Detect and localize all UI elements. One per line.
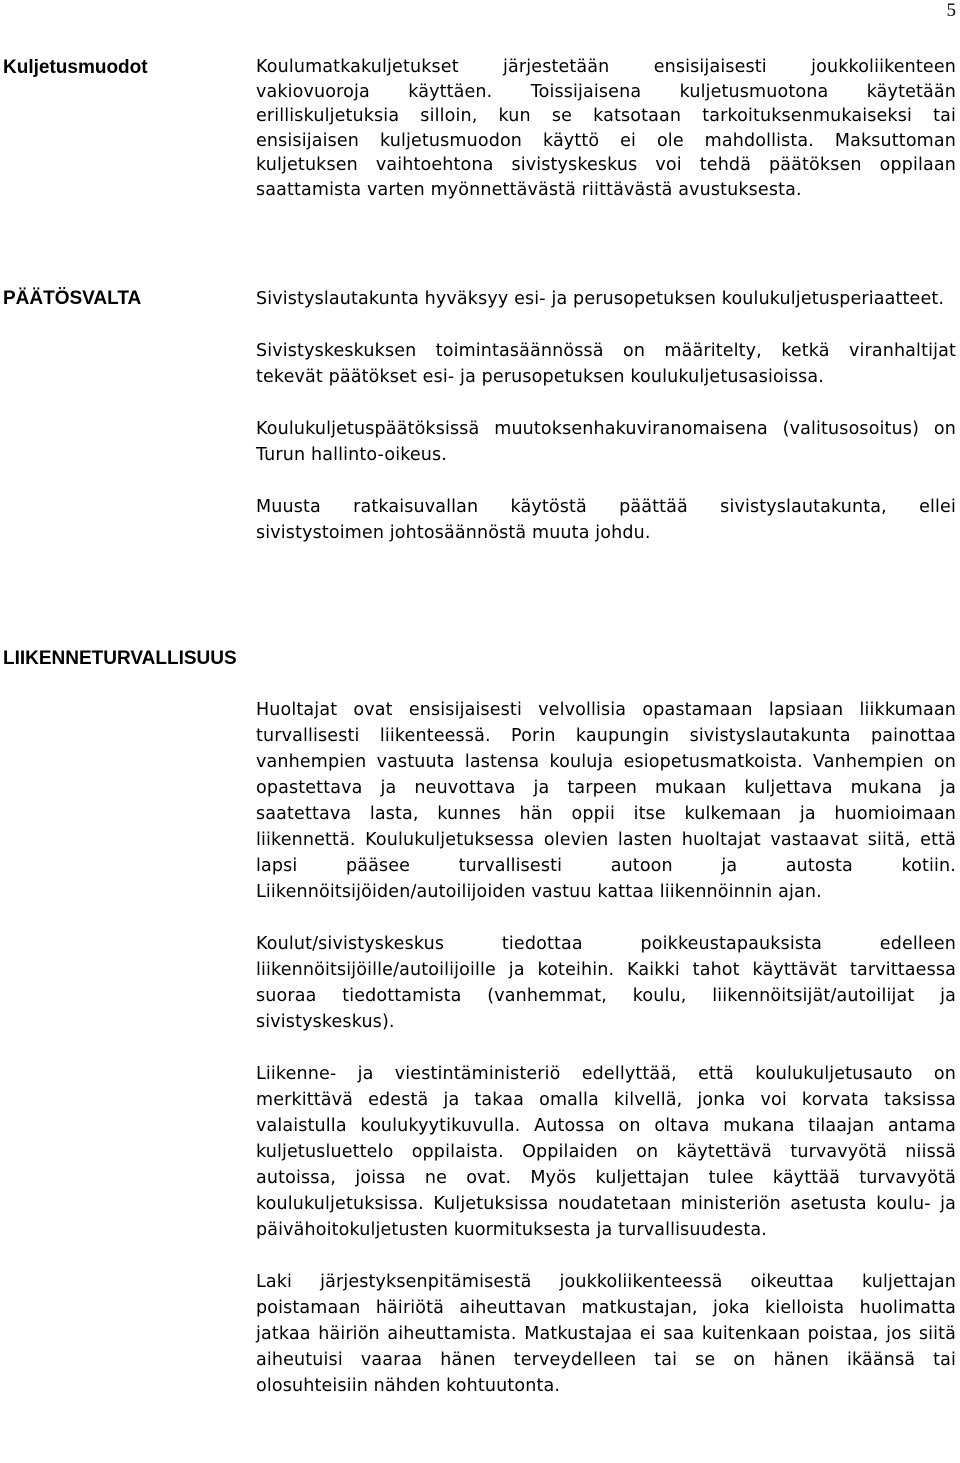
section-heading-liikenneturvallisuus: LIIKENNETURVALLISUUS — [3, 648, 237, 669]
section-body-paatosvalta — [256, 286, 956, 546]
section-heading-kuljetusmuodot: Kuljetusmuodot — [3, 57, 148, 78]
paragraph: Sivistyskeskuksen toimintasäännössä on määritelty, ketkä viranhaltijat tekevät päätökset esi- ja perusopetuksen koulukuljetusasioissa. — [256, 341, 956, 387]
paragraph: Koulukuljetuspäätöksissä muutoksenhakuviranomaisena (valitusosoitus) on Turun hallinto-oikeus. — [256, 419, 956, 465]
paragraph: Koulumatkakuljetukset järjestetään ensisijaisesti joukkoliikenteen vakiovuoroja käyttäen. Toissijaisena kuljetusmuotona käytetään erilliskuljetuksia silloin, kun se katsotaan tarkoituksenmukaiseksi tai ensisijaisen kuljetusmuodon käyttö ei ole mahdollista. Maksuttoman kuljetuksen vaihtoehtona sivistyskeskus voi tehdä päätöksen oppilaan saattamista varten myönnettävästä riittävästä avustuksesta. — [256, 57, 956, 200]
section-body-kuljetusmuodot — [256, 55, 956, 202]
paragraph: Laki järjestyksenpitämisestä joukkoliikenteessä oikeuttaa kuljettajan poistamaan häiriötä aiheuttavan matkustajan, joka kielloista huolimatta jatkaa häiriön aiheuttamista. Matkustajaa ei saa kuitenkaan poistaa, jos siitä aiheutuisi vaaraa hänen terveydelleen tai se on hänen ikäänsä tai olosuhteisiin nähden kohtuutonta. — [256, 1272, 956, 1396]
paragraph: Liikenne- ja viestintäministeriö edellyttää, että koulukuljetusauto on merkittävä edestä ja takaa omalla kilvellä, jonka voi korvata taksissa valaistulla koulukyytikuvulla. Autossa on oltava mukana tilaajan antama kuljetusluettelo oppilaista. Oppilaiden on käytettävä turvavyötä niissä autoissa, joissa ne ovat. Myös kuljettajan tulee käyttää turvavyötä koulukuljetuksissa. Kuljetuksissa noudatetaan ministeriön asetusta koulu- ja päivähoitokuljetusten kuormituksesta ja turvallisuudesta. — [256, 1064, 956, 1240]
paragraph: Muusta ratkaisuvallan käytöstä päättää sivistyslautakunta, ellei sivistystoimen johtosäännöstä muuta johdu. — [256, 497, 956, 543]
section-body-liikenneturvallisuus — [256, 697, 956, 1399]
paragraph: Koulut/sivistyskeskus tiedottaa poikkeustapauksista edelleen liikennöitsijöille/autoilijoille ja koteihin. Kaikki tahot käyttävät tarvittaessa suoraa tiedottamista (vanhemmat, koulu, liikennöitsijät/autoilijat ja sivistyskeskus). — [256, 934, 956, 1032]
section-heading-paatosvalta: PÄÄTÖSVALTA — [3, 288, 142, 309]
paragraph: Sivistyslautakunta hyväksyy esi- ja perusopetuksen koulukuljetusperiaatteet. — [256, 289, 945, 309]
page-number: 5 — [946, 0, 956, 21]
paragraph: Huoltajat ovat ensisijaisesti velvollisia opastamaan lapsiaan liikkumaan turvallisesti liikenteessä. Porin kaupungin sivistyslautakunta painottaa vanhempien vastuuta lastensa kouluja esiopetusmatkoista. Vanhempien on opastettava ja neuvottava ja tarpeen mukaan kuljettava mukana ja saatettava lasta, kunnes hän oppii itse kulkemaan ja huomioimaan liikennettä. Koulukuljetuksessa olevien lasten huoltajat vastaavat siitä, että lapsi pääsee turvallisesti autoon ja autosta kotiin. Liikennöitsijöiden/autoilijoiden vastuu kattaa liikennöinnin ajan. — [256, 700, 956, 902]
